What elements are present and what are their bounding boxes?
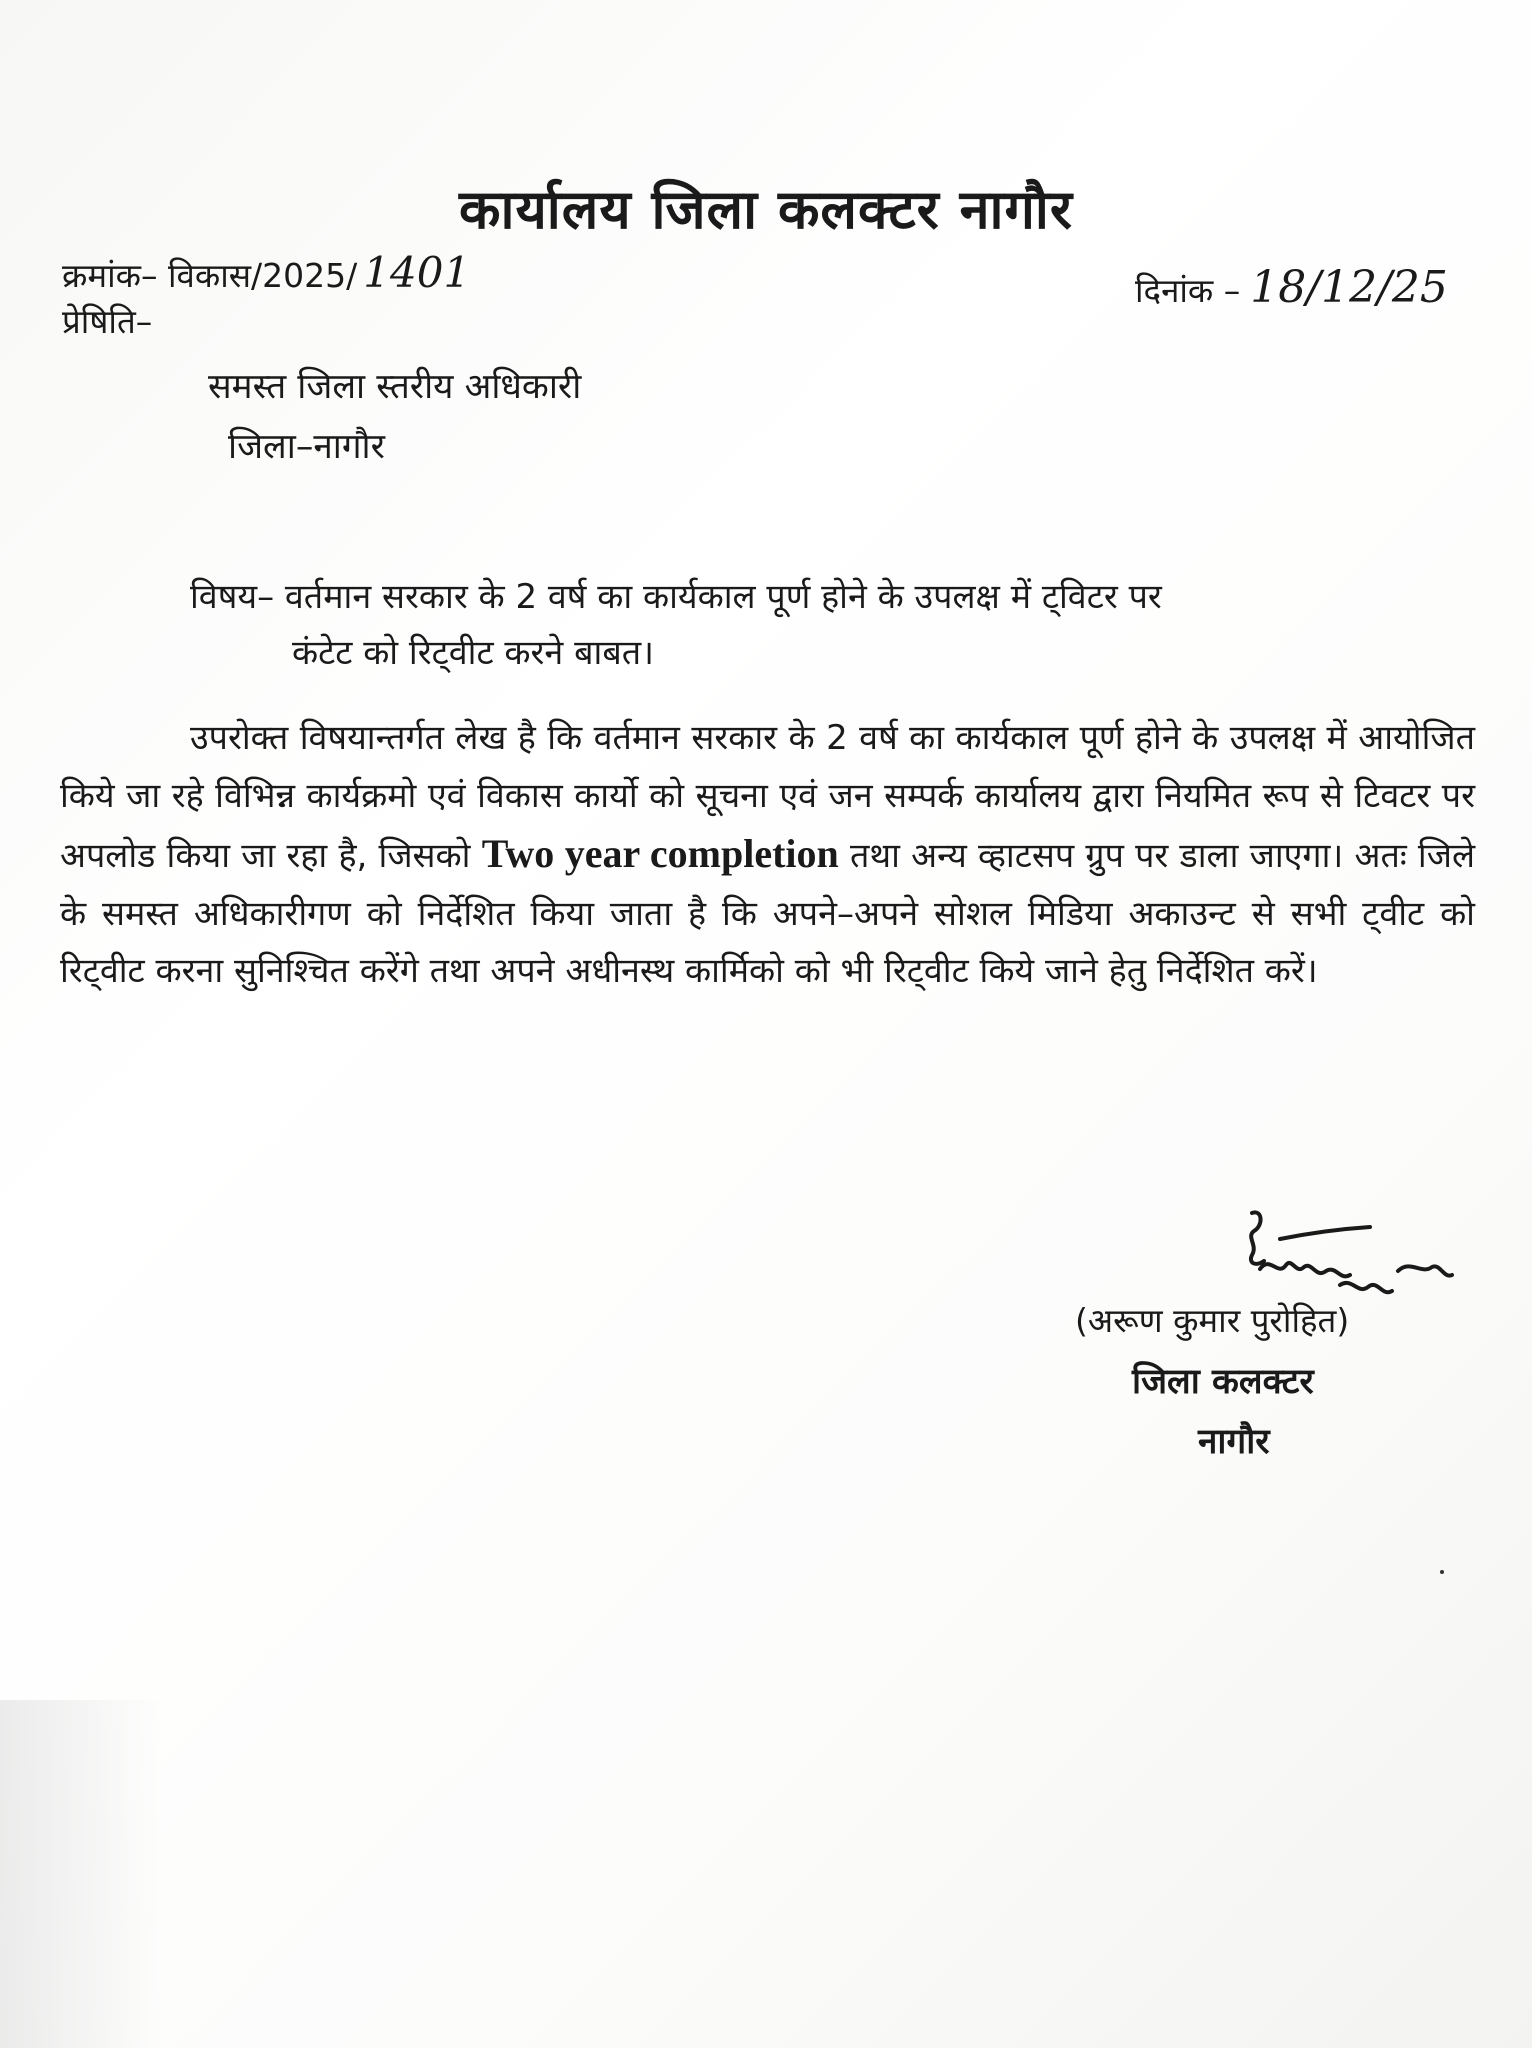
date-label: दिनांक – xyxy=(1135,271,1241,310)
subject-line xyxy=(190,568,1450,626)
body-english-phrase: Two year completion xyxy=(481,831,839,876)
subject-text-2: कंटेट को रिट्वीट करने बाबत। xyxy=(292,633,655,673)
reference-number xyxy=(62,248,470,297)
recipient-line-2: जिला–नागौर xyxy=(228,427,385,467)
reference-label: क्रमांक– विकास/2025/ xyxy=(62,256,358,295)
letter-date xyxy=(1135,262,1448,313)
paper-speck xyxy=(1440,1570,1444,1574)
body-part-2: तथा अन्य व्हाटसप ग्रुप पर डाला जाएगा। अतः जिले के समस्त अधिकारीगण को निर्देशित किया जाता है कि अपने–अपने सोशल मिडिया अकाउन्ट से सभी ट्वीट को रिट्वीट करना सुनिश्चित करेंगे तथा अपने अधीनस्थ कार्मिको को भी रिट्वीट किये जाने हेतु निर्देशित करें। xyxy=(60,836,1476,991)
body-part-1: उपरोक्त विषयान्तर्गत लेख है कि वर्तमान सरकार के 2 वर्ष का कार्यकाल पूर्ण होने के उपलक्ष में आयोजित किये जा रहे विभिन्न कार्यक्रमो एवं विकास कार्यो को सूचना एवं जन सम्पर्क कार्यालय द्वारा नियमित रूप से टिवटर पर अपलोड किया जा रहा है, जिसको xyxy=(60,718,1475,876)
signatory-place: नागौर xyxy=(1198,1422,1270,1462)
office-heading: कार्यालय जिला कलक्टर नागौर xyxy=(459,178,1073,241)
reference-handwritten-number: 1401 xyxy=(363,248,471,297)
addressee-label: प्रेषिति– xyxy=(62,302,153,341)
recipient-line-1: समस्त जिला स्तरीय अधिकारी xyxy=(208,367,582,407)
paper-shadow xyxy=(0,1700,160,2048)
date-handwritten-value: 18/12/25 xyxy=(1250,262,1448,313)
letter-body xyxy=(60,710,1475,1001)
subject-text-1: वर्तमान सरकार के 2 वर्ष का कार्यकाल पूर्ण होने के उपलक्ष में ट्विटर पर xyxy=(284,577,1162,617)
signatory-name: (अरूण कुमार पुरोहित) xyxy=(1075,1301,1350,1340)
signatory-designation: जिला कलक्टर xyxy=(1132,1362,1314,1402)
subject-label: विषय– xyxy=(190,577,275,617)
